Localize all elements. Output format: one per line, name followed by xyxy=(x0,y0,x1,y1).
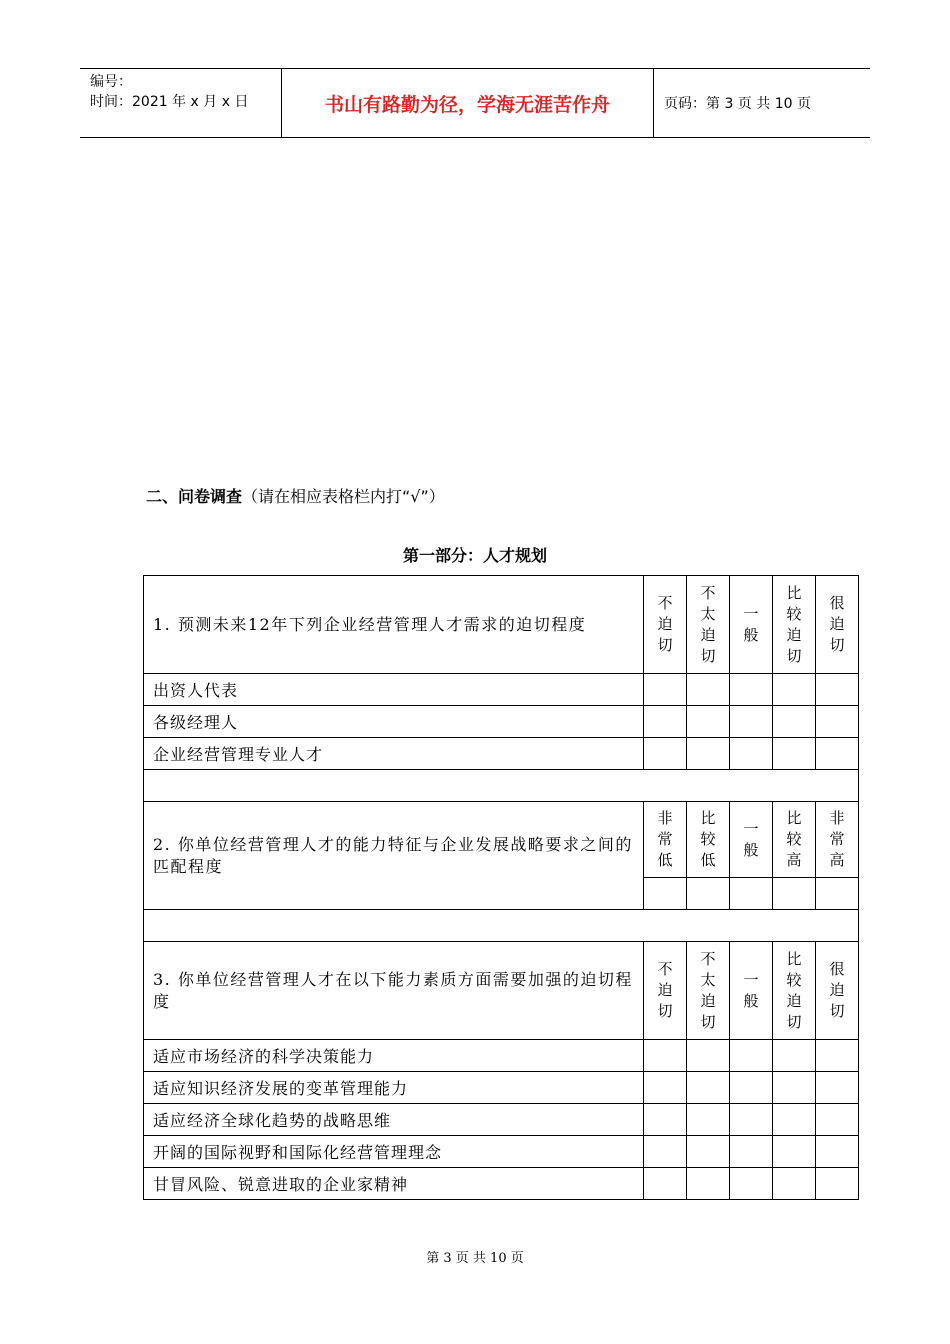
answer-cell[interactable] xyxy=(773,706,816,738)
q3-item: 适应市场经济的科学决策能力 xyxy=(144,1040,644,1072)
answer-cell[interactable] xyxy=(687,674,730,706)
q2-option xyxy=(730,802,773,878)
spacer-cell xyxy=(144,770,859,802)
option-label: 非 常 低 xyxy=(657,809,673,869)
answer-cell[interactable] xyxy=(816,706,859,738)
q1-question: 1. 预测未来12年下列企业经营管理人才需求的迫切程度 xyxy=(144,576,644,674)
answer-cell[interactable] xyxy=(730,1072,773,1104)
q1-item: 企业经营管理专业人才 xyxy=(144,738,644,770)
section-title-bold: 二、问卷调查 xyxy=(146,487,243,506)
answer-cell[interactable] xyxy=(644,1040,687,1072)
answer-cell[interactable] xyxy=(687,706,730,738)
option-label: 比 较 迫 切 xyxy=(786,949,802,1031)
answer-cell[interactable] xyxy=(773,1168,816,1200)
q1-header-row xyxy=(144,576,859,674)
answer-cell[interactable] xyxy=(644,674,687,706)
table-row xyxy=(144,706,859,738)
q3-option xyxy=(644,942,687,1040)
page-header xyxy=(80,68,870,138)
answer-cell[interactable] xyxy=(687,1136,730,1168)
answer-cell[interactable] xyxy=(644,878,687,910)
q2-option xyxy=(687,802,730,878)
q2-option xyxy=(644,802,687,878)
option-label: 比 较 迫 切 xyxy=(786,583,802,665)
q3-item: 开阔的国际视野和国际化经营管理理念 xyxy=(144,1136,644,1168)
option-label: 不 太 迫 切 xyxy=(700,949,716,1031)
q2-option xyxy=(773,802,816,878)
option-label: 比 较 低 xyxy=(700,809,716,869)
q3-option xyxy=(816,942,859,1040)
table-row xyxy=(144,1040,859,1072)
q2-header-row xyxy=(144,802,859,878)
answer-cell[interactable] xyxy=(773,878,816,910)
q3-item: 适应经济全球化趋势的战略思维 xyxy=(144,1104,644,1136)
q3-option xyxy=(687,942,730,1040)
answer-cell[interactable] xyxy=(644,1104,687,1136)
questionnaire-table xyxy=(143,575,859,1200)
option-label: 不 太 迫 切 xyxy=(700,583,716,665)
answer-cell[interactable] xyxy=(687,738,730,770)
q1-option xyxy=(773,576,816,674)
q3-header-row xyxy=(144,942,859,1040)
table-row xyxy=(144,738,859,770)
q1-item: 出资人代表 xyxy=(144,674,644,706)
answer-cell[interactable] xyxy=(773,1104,816,1136)
q1-option xyxy=(816,576,859,674)
answer-cell[interactable] xyxy=(730,1040,773,1072)
answer-cell[interactable] xyxy=(773,738,816,770)
q1-item: 各级经理人 xyxy=(144,706,644,738)
option-label: 一 般 xyxy=(743,970,759,1010)
answer-cell[interactable] xyxy=(644,706,687,738)
header-page: 页码：第 3 页 共 10 页 xyxy=(664,96,811,112)
header-motto: 书山有路勤为径，学海无涯苦作舟 xyxy=(282,69,654,137)
table-row xyxy=(144,1136,859,1168)
table-row xyxy=(144,1104,859,1136)
answer-cell[interactable] xyxy=(816,1040,859,1072)
q2-option xyxy=(816,802,859,878)
q3-option xyxy=(773,942,816,1040)
answer-cell[interactable] xyxy=(644,1072,687,1104)
q3-option xyxy=(730,942,773,1040)
answer-cell[interactable] xyxy=(730,1136,773,1168)
section-title-note: （请在相应表格栏内打“√”） xyxy=(242,487,445,506)
option-label: 一 般 xyxy=(743,604,759,644)
page-footer: 第 3 页 共 10 页 xyxy=(426,1251,524,1266)
answer-cell[interactable] xyxy=(773,1040,816,1072)
spacer-cell xyxy=(144,910,859,942)
answer-cell[interactable] xyxy=(773,1072,816,1104)
q1-option xyxy=(687,576,730,674)
option-label: 很 迫 切 xyxy=(829,960,845,1020)
answer-cell[interactable] xyxy=(816,738,859,770)
q3-item: 适应知识经济发展的变革管理能力 xyxy=(144,1072,644,1104)
q1-option xyxy=(644,576,687,674)
q3-question: 3. 你单位经营管理人才在以下能力素质方面需要加强的迫切程度 xyxy=(144,942,644,1040)
part-title: 第一部分：人才规划 xyxy=(402,546,547,565)
answer-cell[interactable] xyxy=(730,1168,773,1200)
table-row xyxy=(144,674,859,706)
option-label: 不 迫 切 xyxy=(657,960,673,1020)
answer-cell[interactable] xyxy=(730,706,773,738)
table-row xyxy=(144,1168,859,1200)
answer-cell[interactable] xyxy=(644,738,687,770)
q2-question: 2. 你单位经营管理人才的能力特征与企业发展战略要求之间的匹配程度 xyxy=(144,802,644,910)
table-row xyxy=(144,1072,859,1104)
header-meta xyxy=(80,69,282,137)
answer-cell[interactable] xyxy=(644,1136,687,1168)
spacer-row xyxy=(144,910,859,942)
answer-cell[interactable] xyxy=(730,738,773,770)
answer-cell[interactable] xyxy=(816,674,859,706)
option-label: 不 迫 切 xyxy=(657,594,673,654)
answer-cell[interactable] xyxy=(816,1104,859,1136)
option-label: 一 般 xyxy=(743,819,759,859)
option-label: 非 常 高 xyxy=(829,809,845,869)
q1-option xyxy=(730,576,773,674)
q3-item: 甘冒风险、锐意进取的企业家精神 xyxy=(144,1168,644,1200)
answer-cell[interactable] xyxy=(816,1168,859,1200)
answer-cell[interactable] xyxy=(730,674,773,706)
answer-cell[interactable] xyxy=(687,1072,730,1104)
option-label: 比 较 高 xyxy=(786,809,802,869)
answer-cell[interactable] xyxy=(730,1104,773,1136)
answer-cell[interactable] xyxy=(773,1136,816,1168)
option-label: 很 迫 切 xyxy=(829,594,845,654)
spacer-row xyxy=(144,770,859,802)
answer-cell[interactable] xyxy=(687,878,730,910)
answer-cell[interactable] xyxy=(816,1136,859,1168)
answer-cell[interactable] xyxy=(687,1040,730,1072)
answer-cell[interactable] xyxy=(687,1104,730,1136)
answer-cell[interactable] xyxy=(687,1168,730,1200)
answer-cell[interactable] xyxy=(644,1168,687,1200)
answer-cell[interactable] xyxy=(816,878,859,910)
answer-cell[interactable] xyxy=(730,878,773,910)
section-title xyxy=(146,484,445,507)
header-date: 时间：2021 年 x 月 x 日 xyxy=(90,94,249,110)
answer-cell[interactable] xyxy=(773,674,816,706)
answer-cell[interactable] xyxy=(816,1072,859,1104)
header-number: 编号： xyxy=(90,74,132,90)
